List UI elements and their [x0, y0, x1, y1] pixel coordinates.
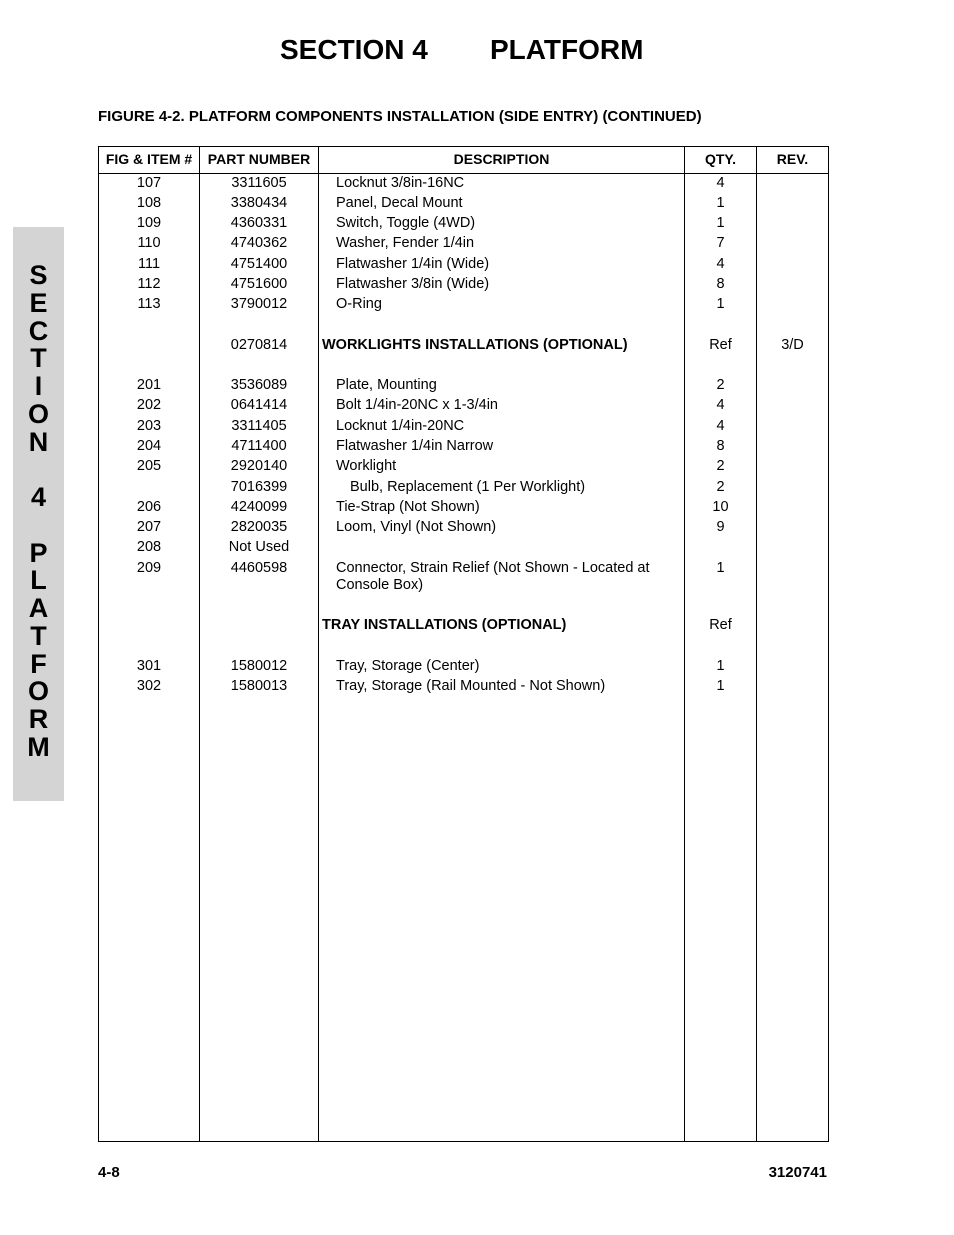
cell-fig-item: 207 — [136, 519, 162, 535]
cell-rev: 3/D — [781, 337, 804, 353]
figure-title: FIGURE 4-2. PLATFORM COMPONENTS INSTALLATION (SIDE ENTRY) (CONTINUED) — [98, 108, 702, 125]
cell-qty: 8 — [716, 438, 725, 454]
cell-part-number: 4240099 — [230, 499, 288, 515]
cell-description: Worklight — [336, 458, 397, 474]
section-side-tab — [13, 227, 64, 801]
cell-qty: Ref — [709, 617, 732, 633]
cell-fig-item: 109 — [136, 215, 162, 231]
cell-fig-item: 208 — [136, 539, 162, 555]
cell-description: Loom, Vinyl (Not Shown) — [336, 519, 497, 535]
cell-qty: 10 — [712, 499, 729, 515]
cell-description: Tray, Storage (Center) — [336, 658, 480, 674]
side-tab-letter: O — [27, 676, 49, 707]
cell-part-number: 2820035 — [230, 519, 288, 535]
side-tab-letter — [13, 511, 64, 539]
cell-fig-item: 110 — [137, 235, 161, 251]
header-part-number: PART NUMBER — [207, 151, 311, 167]
cell-fig-item: 204 — [136, 438, 162, 454]
cell-description: Plate, Mounting — [336, 377, 437, 393]
side-tab-letter: T — [30, 343, 47, 374]
cell-description: Panel, Decal Mount — [336, 195, 463, 211]
cell-description: Locknut 3/8in-16NC — [336, 175, 465, 191]
cell-description: TRAY INSTALLATIONS (OPTIONAL) — [322, 617, 567, 633]
cell-part-number: 1580012 — [230, 658, 288, 674]
cell-fig-item: 301 — [136, 658, 162, 674]
section-name: PLATFORM — [490, 34, 644, 65]
description-line: Connector, Strain Relief (Not Shown - Located at — [336, 560, 650, 576]
side-tab-letter: O — [27, 398, 49, 429]
cell-qty: 7 — [716, 235, 725, 251]
cell-fig-item: 209 — [136, 560, 162, 576]
side-tab-letter: F — [30, 648, 47, 679]
cell-description: WORKLIGHTS INSTALLATIONS (OPTIONAL) — [322, 337, 628, 353]
side-tab-letters — [13, 261, 64, 761]
cell-fig-item: 203 — [136, 418, 162, 434]
cell-qty: 1 — [716, 658, 725, 674]
side-tab-letter: 4 — [30, 482, 47, 512]
cell-description: Switch, Toggle (4WD) — [336, 215, 476, 231]
cell-qty: 9 — [716, 519, 725, 535]
section-label: SECTION 4 — [280, 34, 428, 65]
cell-part-number: 4751400 — [230, 256, 288, 272]
cell-qty: 2 — [716, 479, 725, 495]
cell-description — [336, 560, 676, 594]
side-tab-letter: A — [28, 593, 49, 623]
cell-part-number: 0641414 — [230, 397, 288, 413]
cell-part-number: 3536089 — [230, 377, 288, 393]
cell-qty: 2 — [716, 377, 725, 393]
cell-qty: 8 — [716, 276, 725, 292]
cell-qty: Ref — [709, 337, 732, 353]
cell-fig-item: 108 — [136, 195, 162, 211]
cell-qty: 2 — [716, 458, 725, 474]
header-divider — [99, 173, 828, 174]
cell-qty: 1 — [716, 195, 725, 211]
cell-part-number: 3790012 — [230, 296, 288, 312]
column-divider — [318, 147, 319, 1141]
cell-part-number: Not Used — [228, 539, 290, 555]
side-tab-letter: T — [30, 620, 47, 651]
side-tab-letter: I — [34, 371, 43, 401]
cell-part-number: 3311605 — [231, 175, 287, 191]
cell-description: Bolt 1/4in-20NC x 1-3/4in — [336, 397, 498, 413]
side-tab-letter: C — [28, 315, 49, 346]
cell-fig-item: 206 — [136, 499, 162, 515]
parts-table — [98, 146, 829, 1142]
cell-description: O-Ring — [336, 296, 382, 312]
cell-fig-item: 107 — [136, 175, 162, 191]
cell-part-number: 4711400 — [231, 438, 287, 454]
cell-description: Flatwasher 1/4in Narrow — [336, 438, 494, 454]
cell-fig-item: 205 — [136, 458, 162, 474]
cell-qty: 4 — [716, 175, 725, 191]
cell-qty: 1 — [716, 215, 725, 231]
side-tab-letter: S — [29, 260, 48, 290]
header-description: DESCRIPTION — [453, 151, 550, 167]
document-number: 3120741 — [768, 1164, 827, 1181]
cell-description: Washer, Fender 1/4in — [336, 235, 475, 251]
side-tab-letter: L — [30, 565, 47, 596]
cell-description: Tray, Storage (Rail Mounted - Not Shown) — [336, 678, 606, 694]
cell-part-number: 3311405 — [231, 418, 287, 434]
cell-part-number: 1580013 — [230, 678, 288, 694]
cell-qty: 4 — [716, 256, 725, 272]
cell-description: Locknut 1/4in-20NC — [336, 418, 465, 434]
column-divider — [756, 147, 757, 1141]
side-tab-letter: P — [29, 537, 48, 568]
side-tab-letter — [13, 455, 64, 483]
cell-fig-item: 113 — [137, 296, 161, 312]
header-qty: QTY. — [704, 151, 737, 167]
side-tab-letter: E — [29, 287, 48, 318]
cell-fig-item: 302 — [136, 678, 162, 694]
cell-part-number: 2920140 — [230, 458, 288, 474]
cell-part-number: 4740362 — [230, 235, 288, 251]
page-title — [0, 30, 954, 70]
cell-part-number: 4360331 — [230, 215, 288, 231]
cell-qty: 1 — [716, 560, 725, 576]
cell-fig-item: 201 — [136, 377, 162, 393]
cell-qty: 4 — [716, 397, 725, 413]
cell-qty: 4 — [716, 418, 725, 434]
cell-description: Tie-Strap (Not Shown) — [336, 499, 480, 515]
cell-fig-item: 111 — [137, 256, 161, 272]
cell-description: Bulb, Replacement (1 Per Worklight) — [350, 479, 586, 495]
page-number: 4-8 — [98, 1164, 120, 1181]
cell-part-number: 4460598 — [230, 560, 288, 576]
cell-fig-item: 202 — [136, 397, 162, 413]
cell-qty: 1 — [716, 678, 725, 694]
cell-fig-item: 112 — [137, 276, 161, 292]
side-tab-letter: R — [28, 704, 49, 734]
cell-part-number: 4751600 — [230, 276, 288, 292]
description-line: Console Box) — [336, 577, 424, 593]
side-tab-letter: M — [27, 731, 50, 762]
cell-part-number: 3380434 — [230, 195, 288, 211]
cell-description: Flatwasher 3/8in (Wide) — [336, 276, 490, 292]
cell-description: Flatwasher 1/4in (Wide) — [336, 256, 490, 272]
side-tab-letter: N — [28, 426, 49, 457]
cell-qty: 1 — [716, 296, 725, 312]
cell-part-number: 7016399 — [230, 479, 288, 495]
header-rev: REV. — [776, 151, 809, 167]
cell-part-number: 0270814 — [230, 337, 288, 353]
header-fig-item: FIG & ITEM # — [105, 151, 193, 167]
